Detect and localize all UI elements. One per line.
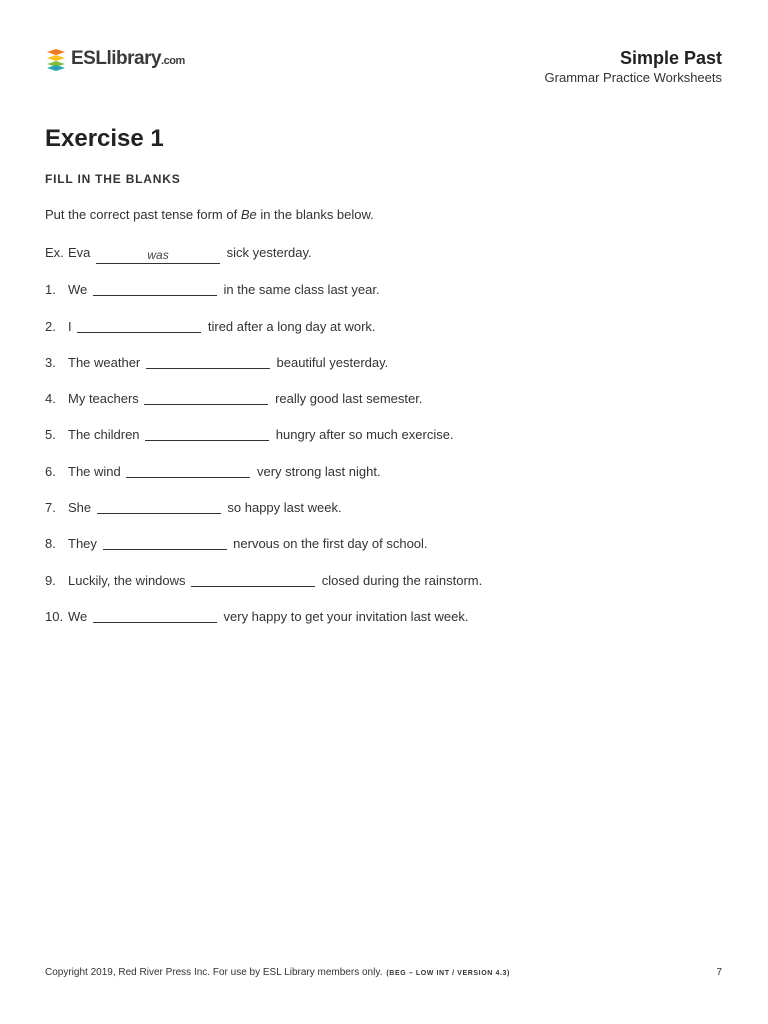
- logo-wordmark-suffix: .com: [161, 55, 185, 67]
- answer-blank[interactable]: [126, 463, 250, 478]
- answer-blank[interactable]: [145, 426, 269, 441]
- exercise-item: [45, 463, 725, 499]
- exercise-item: [45, 354, 725, 390]
- item-list: [45, 281, 725, 644]
- book-stack-icon: [45, 46, 67, 72]
- copyright-text: Copyright 2019, Red River Press Inc. For use by ESL Library members only.: [45, 967, 383, 978]
- item-text-after: sick yesterday.: [226, 245, 312, 260]
- worksheet-subtitle: Grammar Practice Worksheets: [544, 70, 722, 85]
- item-number: Ex.: [45, 245, 64, 260]
- item-text-before: My teachers: [68, 391, 139, 407]
- item-text-before: The wind: [68, 463, 121, 479]
- exercise-items: [45, 245, 725, 644]
- exercise-item: [45, 535, 725, 571]
- item-text-before: I: [68, 318, 72, 334]
- item-text-after: so happy last week.: [227, 500, 342, 516]
- item-text-after: tired after a long day at work.: [207, 318, 376, 334]
- answer-blank[interactable]: [103, 535, 227, 550]
- logo-wordmark: [71, 48, 185, 70]
- exercise-item: [45, 390, 725, 426]
- item-number: 10.: [45, 608, 64, 624]
- section-label: FILL IN THE BLANKS: [45, 172, 181, 186]
- page-number: 7: [716, 967, 722, 978]
- item-number: 6.: [45, 463, 56, 479]
- esl-library-logo[interactable]: [45, 44, 185, 74]
- instructions: [45, 207, 374, 222]
- answer-blank[interactable]: [146, 354, 270, 369]
- item-text-after: in the same class last year.: [223, 282, 380, 298]
- item-text-after: really good last semester.: [275, 391, 423, 407]
- answer-blank[interactable]: [144, 390, 268, 405]
- item-number: 7.: [45, 500, 56, 516]
- exercise-item: [45, 499, 725, 535]
- item-text-after: closed during the rainstorm.: [321, 572, 483, 588]
- item-number: 1.: [45, 282, 56, 298]
- level-version: (BEG – LOW INT / VERSION 4.3): [386, 970, 510, 977]
- answer-blank[interactable]: [93, 608, 217, 623]
- instructions-text-after: in the blanks below.: [256, 207, 374, 222]
- item-text-after: very happy to get your invitation last week.: [223, 608, 469, 624]
- item-text-before: The children: [68, 427, 140, 443]
- item-text-after: hungry after so much exercise.: [275, 427, 454, 443]
- answer-blank[interactable]: [191, 572, 315, 587]
- item-number: 3.: [45, 354, 56, 370]
- exercise-item: [45, 426, 725, 462]
- logo-wordmark-main: ESLlibrary: [71, 48, 162, 69]
- item-text-after: very strong last night.: [257, 463, 381, 479]
- item-text-before: We: [68, 608, 88, 624]
- example-item: [45, 245, 725, 281]
- item-text-after: beautiful yesterday.: [276, 354, 389, 370]
- worksheet-header: [545, 47, 722, 87]
- item-text-after: nervous on the first day of school.: [233, 536, 428, 552]
- answer-blank[interactable]: [97, 499, 221, 514]
- item-number: 8.: [45, 536, 56, 552]
- exercise-item: [45, 572, 725, 608]
- footer-copyright: [45, 967, 510, 978]
- exercise-item: [45, 608, 725, 644]
- item-text-before: Eva: [68, 245, 91, 260]
- item-number: 5.: [45, 427, 56, 443]
- item-number: 9.: [45, 572, 56, 588]
- exercise-item: [45, 318, 725, 354]
- instructions-emphasis: Be: [240, 207, 257, 222]
- worksheet-title: Simple Past: [619, 48, 722, 68]
- exercise-title: Exercise 1: [45, 125, 164, 152]
- item-text-before: We: [68, 282, 88, 298]
- item-number: 4.: [45, 391, 56, 407]
- answer-blank[interactable]: was: [96, 249, 220, 264]
- answer-blank[interactable]: [77, 318, 201, 333]
- item-text-before: They: [68, 536, 97, 552]
- item-number: 2.: [45, 318, 56, 334]
- instructions-text-before: Put the correct past tense form of: [45, 207, 241, 222]
- item-text-before: She: [68, 500, 92, 516]
- item-text-before: The weather: [68, 354, 141, 370]
- item-text-before: Luckily, the windows: [68, 572, 186, 588]
- answer-blank[interactable]: [93, 281, 217, 296]
- exercise-item: [45, 281, 725, 317]
